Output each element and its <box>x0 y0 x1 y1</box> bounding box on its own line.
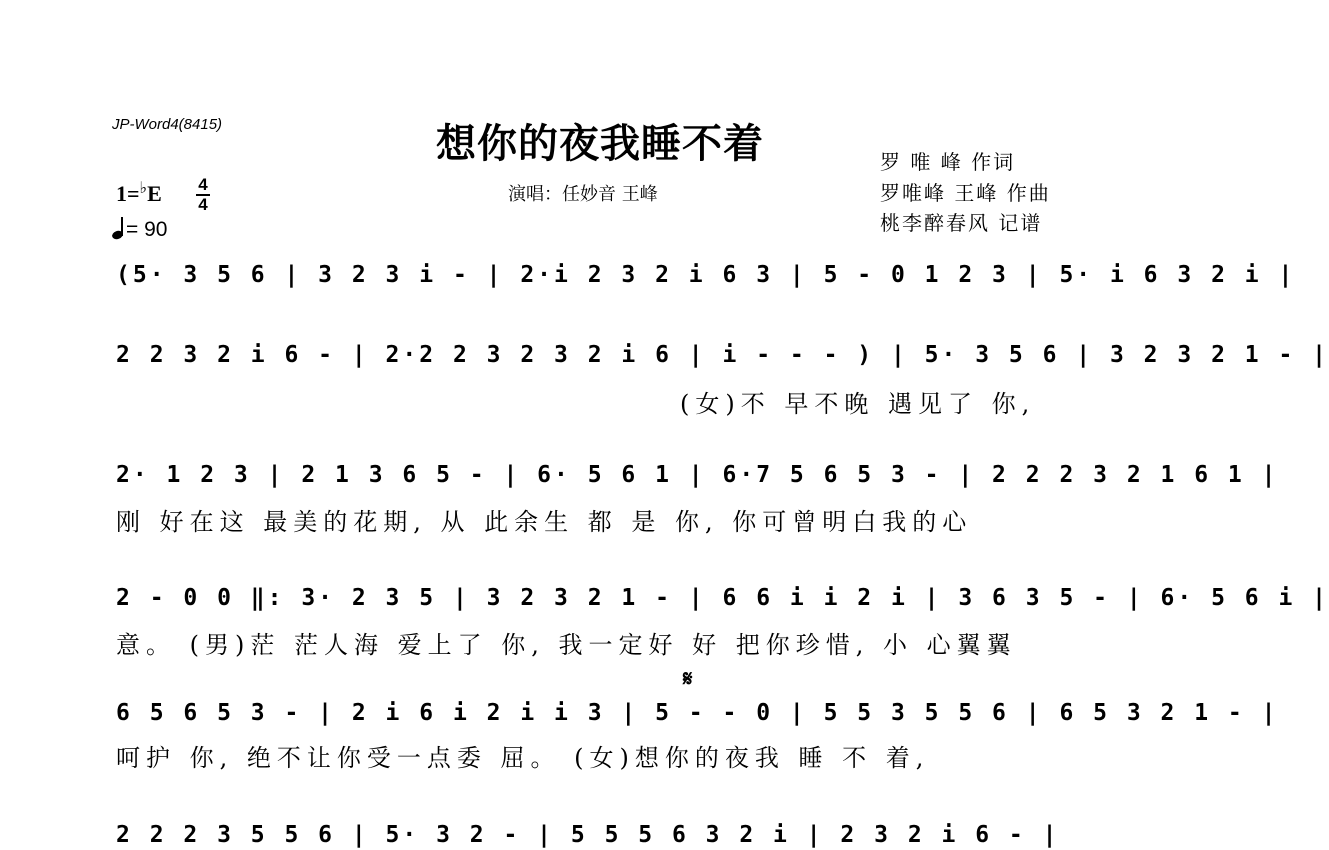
composer-credit: 罗唯峰 王峰 作曲 <box>880 181 1051 205</box>
notation-line-4: 2 - 0 0 ‖: 3· 2 3 5 | 3 2 3 2 1 - | 6 6 i i 2 i | 3 6 3 5 - | 6· 5 6 i | <box>116 585 1329 611</box>
quarter-note-icon <box>112 217 126 239</box>
key-signature <box>116 178 162 207</box>
source-label: JP-Word4(8415) <box>112 116 223 133</box>
notation-line-2: 2 2 3 2 i 6 - | 2·2 2 3 2 3 2 i 6 | i - - - ) | 5· 3 5 6 | 3 2 3 2 1 - | <box>116 342 1329 368</box>
notation-line-5: 6 5 6 5 3 - | 2 i 6 i 2 i i 3 | 5 - - 0 | 5 5 3 5 5 6 | 6 5 3 2 1 - | <box>116 700 1279 726</box>
lyrics-line-4: 意。 (男)茫 茫人海 爱上了 你, 我一定好 好 把你珍惜, 小 心翼翼 <box>116 631 1017 659</box>
lyrics-line-3: 刚 好在这 最美的花期, 从 此余生 都 是 你, 你可曾明白我的心 <box>116 508 973 536</box>
notation-line-6: 2 2 2 3 5 5 6 | 5· 3 2 - | 5 5 5 6 3 2 i | 2 3 2 i 6 - | <box>116 822 1060 848</box>
key-letter: E <box>147 181 162 206</box>
notation-line-1: (5· 3 5 6 | 3 2 3 i - | 2·i 2 3 2 i 6 3 | 5 - 0 1 2 3 | 5· i 6 3 2 i | <box>116 262 1296 288</box>
page-title: 想你的夜我睡不着 <box>436 120 764 167</box>
singer-credit: 演唱：任妙音 王峰 <box>508 184 658 205</box>
time-top: 4 <box>198 175 208 194</box>
transcriber-credit: 桃李醉春风 记谱 <box>880 211 1043 235</box>
tempo-value: = 90 <box>126 218 168 241</box>
time-signature <box>196 177 210 213</box>
lyrics-line-2: (女)不 早不晚 遇见了 你, <box>680 390 1036 418</box>
lyricist-credit: 罗 唯 峰 作词 <box>880 150 1016 174</box>
time-bottom: 4 <box>198 195 208 214</box>
tempo-mark <box>112 217 167 242</box>
key-prefix: 1= <box>116 181 140 206</box>
segno-icon: 𝄋 <box>683 666 693 692</box>
flat-icon: ♭ <box>139 180 148 197</box>
lyrics-line-5: 呵护 你, 绝不让你受一点委 屈。 (女)想你的夜我 睡 不 着, <box>116 744 930 772</box>
notation-line-3: 2· 1 2 3 | 2 1 3 6 5 - | 6· 5 6 1 | 6·7 5 6 5 3 - | 2 2 2 3 2 1 6 1 | <box>116 462 1279 488</box>
